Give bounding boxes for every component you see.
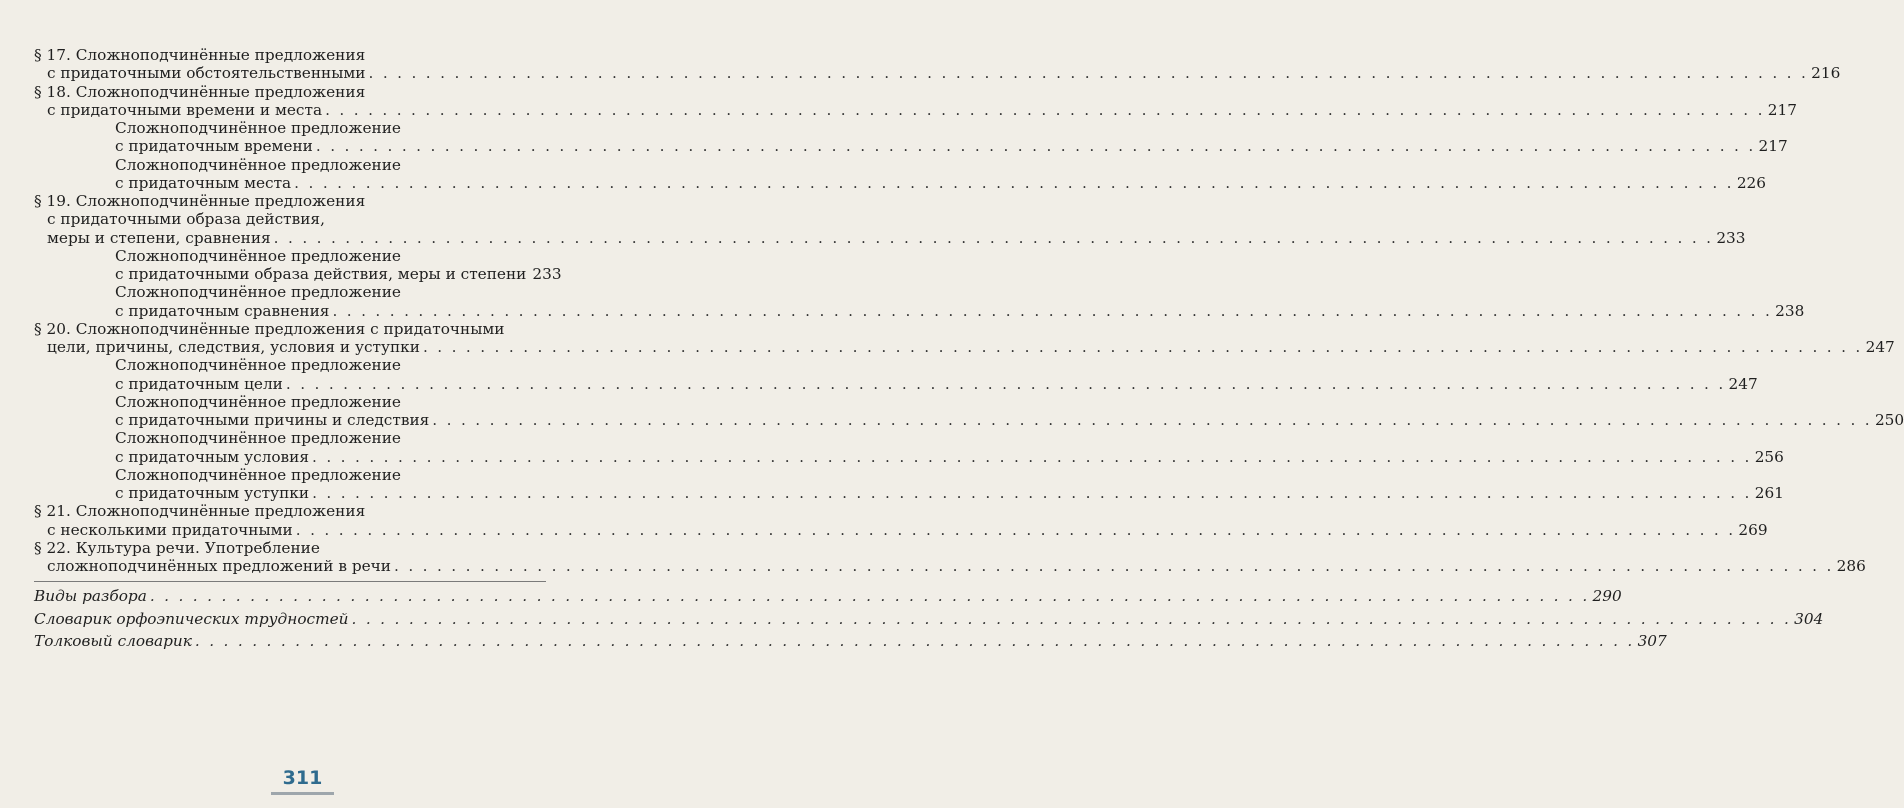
page-ref: 269 xyxy=(1738,520,1768,539)
dot-leader xyxy=(296,521,1736,539)
toc-entry-line: с придаточными времени и места . . . 217 xyxy=(34,101,546,119)
toc-section-title: § 21. Сложноподчинённые предложения xyxy=(34,502,366,521)
toc-sub-line: Сложноподчинённое предложение xyxy=(115,392,401,411)
toc-entry-line: сложноподчинённых предложений в речи . . . 286 xyxy=(34,557,546,575)
page-ref: 307 xyxy=(1637,631,1667,650)
toc-entry-line: с несколькими придаточными . . . 269 xyxy=(34,521,546,539)
toc-entry-line: меры и степени, сравнения . . . 233 xyxy=(34,229,546,247)
dot-leader xyxy=(325,101,1765,119)
toc-sub-line: с придаточными образа действия, меры и степени 233 xyxy=(115,265,562,283)
page-ref: 217 xyxy=(1758,137,1788,156)
toc-subsection[interactable] xyxy=(34,283,1805,320)
page-ref: 233 xyxy=(1716,228,1746,247)
page-ref: 261 xyxy=(1754,484,1784,502)
page-ref: 286 xyxy=(1836,557,1866,575)
toc-subsection[interactable] xyxy=(34,119,1788,156)
toc-sub-line: с придаточным условия . . . 256 xyxy=(115,448,546,466)
toc-entry-line: с придаточными образа действия, xyxy=(47,210,325,229)
page-ref: 216 xyxy=(1811,64,1841,83)
toc-subsection[interactable] xyxy=(34,155,1767,193)
toc-subsection[interactable] xyxy=(34,465,1784,503)
dot-leader xyxy=(352,610,1792,628)
toc-subsection[interactable] xyxy=(34,429,1784,466)
dot-leader xyxy=(394,557,1834,575)
toc-sub-line: Сложноподчинённое предложение xyxy=(115,356,401,375)
toc-sub-line: с придаточным цели . . . 247 xyxy=(115,375,546,393)
dot-leader xyxy=(423,338,1863,356)
toc-appendix-item[interactable]: Толковый словарик . . . 307 xyxy=(34,632,546,650)
toc-section-22[interactable] xyxy=(34,538,1866,576)
toc-section-title: § 17. Сложноподчинённые предложения xyxy=(34,46,366,64)
toc-subsection[interactable] xyxy=(34,392,1904,430)
toc-appendix-item[interactable]: Словарик орфоэпических трудностей . . . 304 xyxy=(34,610,546,628)
page-ref: 247 xyxy=(1728,374,1758,393)
toc-subsection[interactable] xyxy=(34,356,1758,393)
toc-section-title: § 19. Сложноподчинённые предложения xyxy=(34,192,366,210)
page-ref: 247 xyxy=(1865,338,1895,356)
toc-sub-line: Сложноподчинённое предложение xyxy=(115,465,401,484)
toc-sub-line: Сложноподчинённое предложение xyxy=(115,429,401,448)
toc-subsection[interactable] xyxy=(34,246,562,284)
toc-sub-line: с придаточным места . . . 226 xyxy=(115,174,546,192)
toc-sub-line: с придаточным сравнения . . . 238 xyxy=(115,302,546,320)
table-of-contents xyxy=(34,46,1904,650)
dot-leader xyxy=(312,484,1752,502)
toc-sub-line: с придаточным уступки . . . 261 xyxy=(115,484,546,502)
page-ref: 250 xyxy=(1874,411,1904,429)
dot-leader xyxy=(195,632,1635,650)
dot-leader xyxy=(294,174,1734,192)
toc-section-title: § 22. Культура речи. Употребление xyxy=(34,538,320,557)
dot-leader xyxy=(150,587,1590,605)
page-ref: 233 xyxy=(532,265,562,283)
toc-entry-line: цели, причины, следствия, условия и уступки . . . 247 xyxy=(34,338,546,356)
dot-leader xyxy=(369,64,1809,82)
dot-leader xyxy=(316,137,1756,155)
toc-section-20[interactable] xyxy=(34,319,1904,503)
dot-leader xyxy=(332,302,1772,320)
toc-section-title: § 18. Сложноподчинённые предложения xyxy=(34,82,366,101)
toc-entry-line: с придаточными обстоятельственными . . . 216 xyxy=(34,64,546,82)
page-ref: 256 xyxy=(1754,447,1784,466)
page-number-footer xyxy=(0,767,605,795)
dot-leader xyxy=(432,411,1872,429)
toc-sub-line: Сложноподчинённое предложение xyxy=(115,283,401,302)
toc-sub-line: Сложноподчинённое предложение xyxy=(115,246,401,265)
page-ref: 217 xyxy=(1767,100,1797,119)
page-ref: 238 xyxy=(1775,301,1805,320)
toc-section-19[interactable] xyxy=(34,192,1805,320)
toc-section-17[interactable] xyxy=(34,46,1841,83)
toc-sub-line: Сложноподчинённое предложение xyxy=(115,119,401,137)
page-number: 311 xyxy=(271,767,335,795)
toc-sub-line: Сложноподчинённое предложение xyxy=(115,155,401,174)
dot-leader xyxy=(274,229,1714,247)
dot-leader xyxy=(312,448,1752,466)
toc-section-title: § 20. Сложноподчинённые предложения с придаточными xyxy=(34,319,505,338)
toc-section-18[interactable] xyxy=(34,82,1797,193)
page-ref: 304 xyxy=(1794,609,1824,628)
toc-sub-line: с придаточным времени . . . 217 xyxy=(115,137,546,155)
page-ref: 226 xyxy=(1736,173,1767,192)
toc-section-21[interactable] xyxy=(34,502,1768,539)
divider xyxy=(34,581,546,582)
page-ref: 290 xyxy=(1592,587,1622,606)
dot-leader xyxy=(286,375,1726,393)
toc-appendix-item[interactable]: Виды разбора . . . 290 xyxy=(34,587,546,605)
toc-sub-line: с придаточными причины и следствия . . . 250 xyxy=(115,411,546,429)
